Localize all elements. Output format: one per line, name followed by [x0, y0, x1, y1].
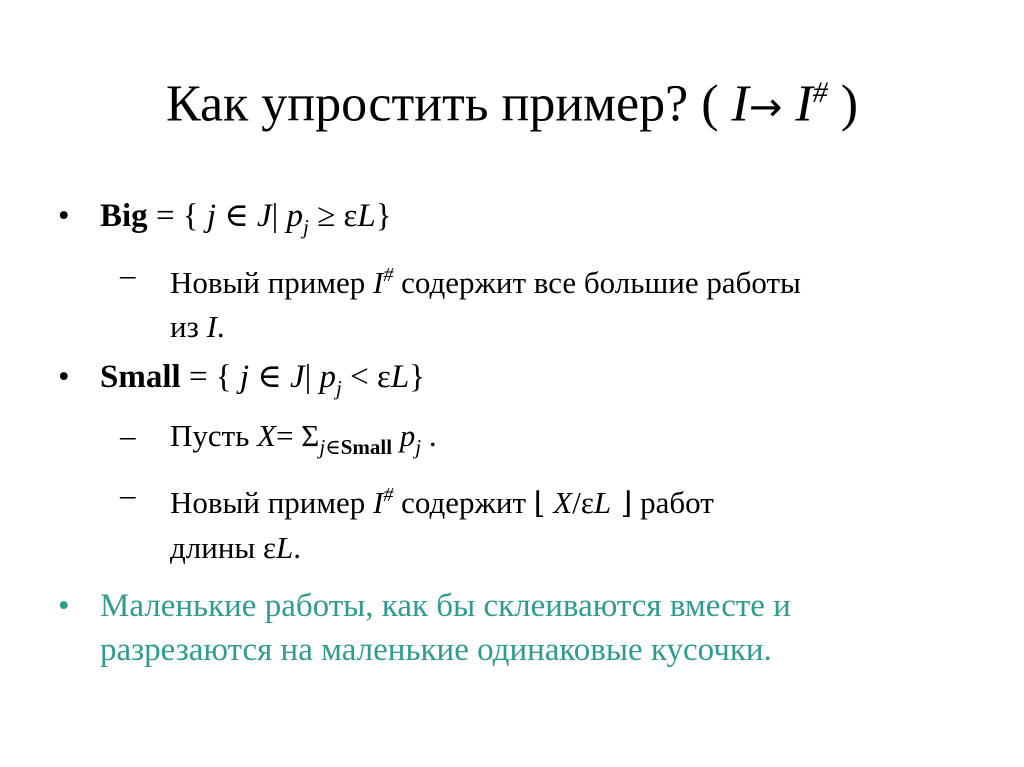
dash-icon: – [120, 257, 136, 292]
small-J: J [290, 359, 305, 395]
small-j: j [239, 359, 250, 395]
small-L: L [390, 359, 410, 395]
right-floor-icon: ⌋ [611, 486, 633, 521]
dash-icon: – [120, 477, 136, 512]
note-line-1: Маленькие работы, как бы склеиваются вместе и [100, 588, 791, 624]
small-p: p [319, 359, 337, 395]
small-label: Small [100, 359, 181, 395]
big-in: ∈ [216, 198, 257, 234]
bullet-dot-icon: • [58, 588, 70, 624]
small-sub1-sub-small: Small [340, 435, 393, 459]
bullet-small-sub-1 [58, 414, 988, 469]
small-sub2-hash: # [383, 484, 394, 506]
bullet-big [58, 194, 988, 249]
big-sub-text-b: содержит все большие работы [393, 265, 801, 300]
big-sub-I2: I [206, 309, 217, 344]
small-sub2-line-2 [170, 526, 988, 570]
small-sub1-subj: j∈ [319, 435, 341, 459]
big-bar: | [271, 198, 287, 234]
big-j: j [206, 198, 217, 234]
small-sub2-X: X [545, 485, 573, 520]
small-sub1-end: . [421, 418, 437, 453]
bullet-dot-icon: • [58, 198, 70, 234]
bullet-small-sub-2 [58, 473, 988, 570]
big-sub-I: I [373, 265, 384, 300]
big-eq: = { [147, 198, 207, 234]
small-sub2-text-e: . [293, 530, 302, 565]
title-instance-symbol: I [731, 75, 749, 133]
title-instance-symbol-2: I [795, 75, 813, 133]
small-sub2-text-b: содержит [393, 485, 534, 520]
small-sub1-pj: j [415, 435, 422, 459]
big-sub-line-2 [170, 305, 988, 349]
big-close: } [375, 198, 392, 234]
big-op: ≥ [308, 198, 344, 234]
small-sub2-L2: L [276, 530, 294, 565]
small-sub2-text-c: работ [632, 485, 714, 520]
small-sub1-sum: = Σ [276, 418, 320, 453]
small-eps: ε [376, 359, 391, 395]
small-sub1-X: X [257, 418, 277, 453]
bullet-dot-icon: • [58, 359, 70, 395]
title-text: Как упростить пример? ( [165, 75, 732, 133]
big-pj: j [303, 215, 309, 239]
small-sub2-text-a: Новый пример [170, 485, 373, 520]
small-sub2-I: I [373, 485, 384, 520]
small-in: ∈ [249, 359, 290, 395]
big-label: Big [100, 198, 148, 234]
small-eq: = { [180, 359, 240, 395]
big-sub-line-1 [170, 253, 988, 305]
small-sub2-line-1 [170, 473, 988, 526]
big-L: L [357, 198, 376, 234]
small-op: < [341, 359, 377, 395]
title-close: ) [827, 75, 859, 133]
left-floor-icon: ⌊ [533, 486, 546, 521]
big-sub-text-c: из [170, 309, 207, 344]
bullet-note [58, 584, 988, 672]
small-sub2-slash: /ε [572, 485, 594, 520]
big-sub-text-a: Новый пример [170, 265, 373, 300]
small-sub2-L: L [593, 485, 612, 520]
arrow-icon: → [748, 84, 783, 131]
small-pj: j [336, 376, 342, 400]
dash-icon: – [120, 418, 136, 453]
bullet-small [58, 355, 988, 410]
title-hash: # [812, 76, 828, 109]
big-sub-hash: # [383, 264, 394, 286]
bullet-big-sub [58, 253, 988, 349]
small-bar: | [304, 359, 320, 395]
note-line-2: разрезаются на маленькие одинаковые кусочки. [100, 632, 772, 668]
small-close: } [409, 359, 426, 395]
small-sub2-text-d: длины ε [170, 530, 277, 565]
big-eps: ε [343, 198, 358, 234]
slide-title [0, 62, 1024, 138]
big-sub-text-d: . [216, 309, 225, 344]
small-sub1-p: p [392, 418, 416, 453]
slide-content [58, 188, 988, 672]
big-J: J [257, 198, 272, 234]
small-sub1-text: Пусть [170, 418, 258, 453]
big-p: p [286, 198, 304, 234]
